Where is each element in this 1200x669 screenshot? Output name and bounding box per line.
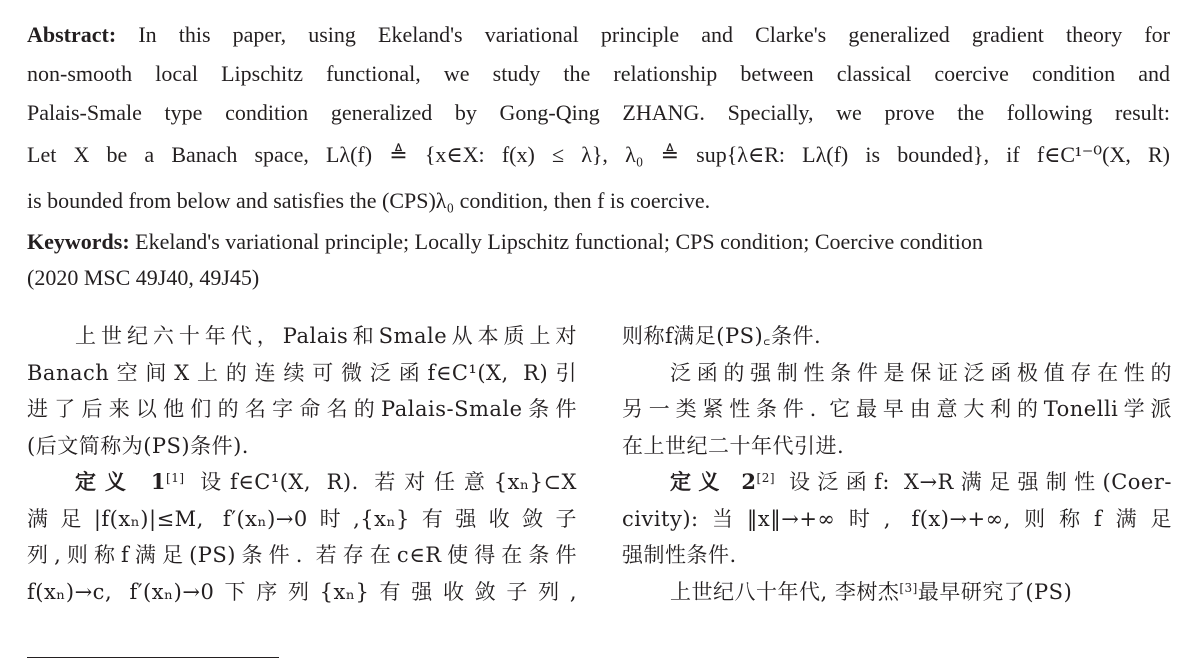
paragraph-line: 在上世纪二十年代引进.: [622, 433, 845, 458]
citation-ref: [2]: [756, 471, 776, 485]
definition-2-line: 定义 2[2] 设泛函f: X→R满足强制性(Coer-: [670, 469, 1172, 494]
paragraph-line: 强制性条件.: [622, 543, 737, 567]
paragraph-line: 列,则称f满足(PS)条件. 若存在c∈R使得在条件: [27, 543, 577, 567]
paragraph-line: 泛函的强制性条件是保证泛函极值存在性的: [670, 360, 1172, 385]
paragraph-line: 进了后来以他们的名字命名的Palais-Smale条件: [27, 397, 577, 421]
paragraph-line: civity):当‖x‖→+∞时, f(x)→+∞,则称f满足: [622, 506, 1172, 531]
paragraph-line: 则称f满足(PS)꜀条件.: [622, 324, 822, 348]
abstract-line-1: Abstract: In this paper, using Ekeland's variational principle and Clarke's generalized gradient theory for: [27, 22, 1170, 47]
right-column: [622, 318, 1172, 610]
msc-classification: (2020 MSC 49J40, 49J45): [27, 265, 260, 290]
keywords-line: Keywords: Ekeland's variational principle; Locally Lipschitz functional; CPS condition; Coercive condition: [27, 229, 983, 254]
abstract-line-3: Palais-Smale type condition generalized by Gong-Qing ZHANG. Specially, we prove the following result:: [27, 100, 1170, 125]
footnote-rule: [27, 657, 279, 658]
left-column: [27, 318, 577, 610]
citation-ref: [1]: [166, 471, 185, 485]
abstract-line-2: non-smooth local Lipschitz functional, we study the relationship between classical coercive condition and: [27, 61, 1170, 86]
definition-1-line: 定义 1[1] 设f∈C¹(X, R). 若对任意{xₙ}⊂X: [75, 469, 577, 494]
paragraph-line: f(xₙ)→c, f′(xₙ)→0下序列{xₙ}有强收敛子列,: [27, 579, 577, 604]
definition-2-title: 定义 2: [670, 469, 757, 494]
paragraph-line: 上世纪八十年代, 李树杰[3]最早研究了(PS): [670, 579, 1073, 604]
paragraph-line: Banach空间X上的连续可微泛函f∈C¹(X, R)引: [27, 360, 577, 385]
abstract-label: Abstract:: [27, 22, 117, 47]
paragraph-line: 另一类紧性条件. 它最早由意大利的Tonelli学派: [622, 397, 1172, 421]
abstract-line-4: Let X be a Banach space, Lλ(f) ≜ {x∈X: f(x) ≤ λ}, λ₀ ≜ sup{λ∈R: Lλ(f) is bounded}, if f∈C¹⁻⁰(X, R): [27, 142, 1170, 167]
definition-1-title: 定义 1: [75, 469, 167, 494]
keywords-label: Keywords:: [27, 229, 130, 254]
paragraph-line: (后文简称为(PS)条件).: [27, 433, 249, 458]
paragraph-line: 上世纪六十年代，Palais和Smale从本质上对: [75, 324, 577, 348]
citation-ref: [3]: [899, 580, 918, 595]
paragraph-line: 满足|f(xₙ)|≤M, f′(xₙ)→0时,{xₙ}有强收敛子: [27, 506, 577, 531]
abstract-line-5: is bounded from below and satisfies the (CPS)λ₀ condition, then f is coercive.: [27, 188, 711, 213]
